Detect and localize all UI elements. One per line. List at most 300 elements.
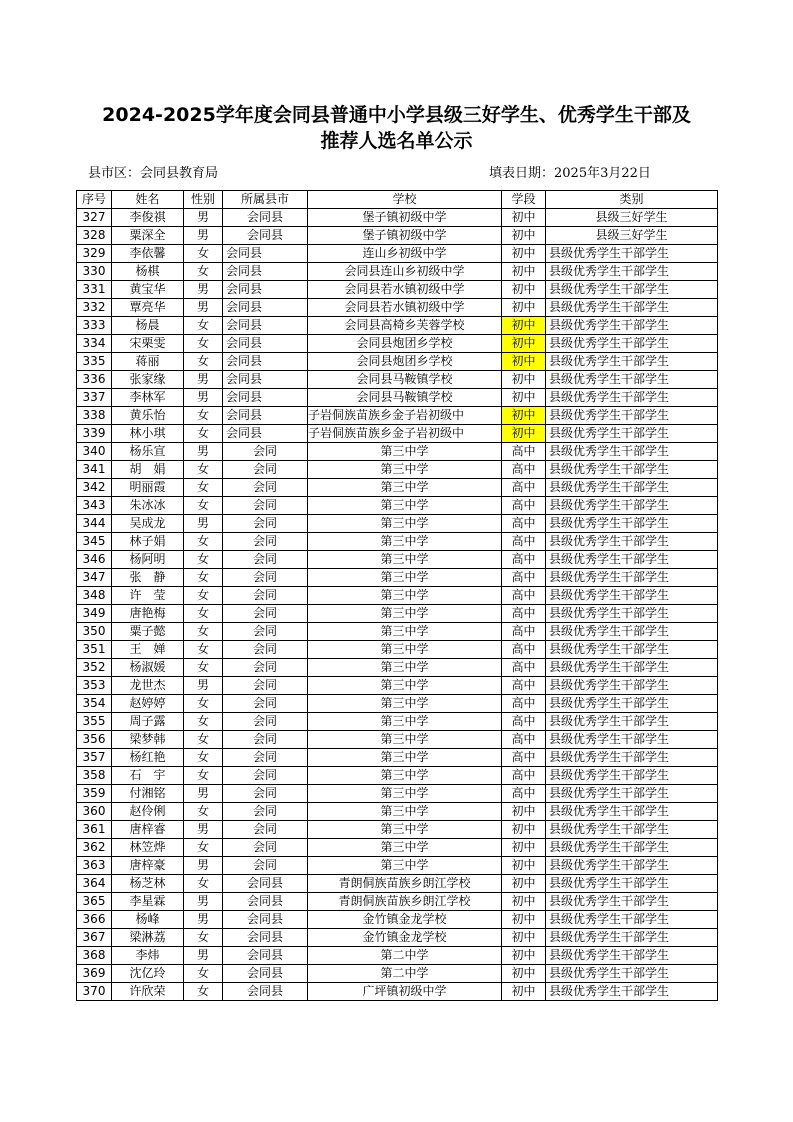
row-county: 会同	[223, 749, 308, 767]
row-school: 子岩侗族苗族乡金子岩初级中	[308, 407, 502, 425]
row-no: 367	[77, 929, 112, 947]
row-no: 362	[77, 839, 112, 857]
row-name: 林笠烨	[112, 839, 184, 857]
row-name: 许 莹	[112, 587, 184, 605]
row-stage: 高中	[502, 659, 546, 677]
row-category: 县级优秀学生干部学生	[546, 785, 718, 803]
row-gender: 女	[184, 659, 223, 677]
table-row	[77, 551, 718, 569]
table-row	[77, 479, 718, 497]
row-no: 361	[77, 821, 112, 839]
row-stage: 高中	[502, 605, 546, 623]
row-school: 青朗侗族苗族乡朗江学校	[308, 875, 502, 893]
row-county: 会同	[223, 857, 308, 875]
nominee-table	[76, 190, 718, 1001]
row-no: 355	[77, 713, 112, 731]
row-name: 覃亮华	[112, 299, 184, 317]
row-gender: 女	[184, 479, 223, 497]
row-name: 石 宇	[112, 767, 184, 785]
row-county: 会同	[223, 659, 308, 677]
row-name: 龙世杰	[112, 677, 184, 695]
row-county: 会同县	[223, 299, 308, 317]
row-stage: 初中	[502, 281, 546, 299]
table-row	[77, 839, 718, 857]
row-stage: 初中	[502, 839, 546, 857]
row-county: 会同县	[223, 335, 308, 353]
table-row	[77, 299, 718, 317]
row-school: 第三中学	[308, 821, 502, 839]
row-name: 林子娟	[112, 533, 184, 551]
row-county: 会同县	[223, 209, 308, 227]
row-school: 第三中学	[308, 785, 502, 803]
row-no: 327	[77, 209, 112, 227]
row-name: 杨棋	[112, 263, 184, 281]
row-no: 356	[77, 731, 112, 749]
row-no: 338	[77, 407, 112, 425]
row-category: 县级优秀学生干部学生	[546, 875, 718, 893]
table-row	[77, 587, 718, 605]
row-school: 会同县若水镇初级中学	[308, 281, 502, 299]
table-row	[77, 263, 718, 281]
row-no: 365	[77, 893, 112, 911]
row-category: 县级优秀学生干部学生	[546, 281, 718, 299]
header-category: 类别	[546, 191, 718, 209]
row-stage: 初中	[502, 389, 546, 407]
row-gender: 女	[184, 317, 223, 335]
row-county: 会同	[223, 695, 308, 713]
row-gender: 男	[184, 785, 223, 803]
table-row	[77, 803, 718, 821]
row-name: 胡 娟	[112, 461, 184, 479]
row-stage: 初中	[502, 407, 546, 425]
table-row	[77, 821, 718, 839]
row-school: 第三中学	[308, 515, 502, 533]
row-school: 第三中学	[308, 569, 502, 587]
row-gender: 女	[184, 461, 223, 479]
row-gender: 女	[184, 551, 223, 569]
row-category: 县级优秀学生干部学生	[546, 983, 718, 1001]
table-row	[77, 677, 718, 695]
row-county: 会同	[223, 551, 308, 569]
table-row	[77, 389, 718, 407]
row-name: 蒋丽	[112, 353, 184, 371]
row-school: 堡子镇初级中学	[308, 227, 502, 245]
row-category: 县级优秀学生干部学生	[546, 479, 718, 497]
row-gender: 女	[184, 749, 223, 767]
row-gender: 男	[184, 911, 223, 929]
row-county: 会同	[223, 443, 308, 461]
row-county: 会同	[223, 731, 308, 749]
row-stage: 高中	[502, 515, 546, 533]
row-gender: 男	[184, 299, 223, 317]
row-name: 黄宝华	[112, 281, 184, 299]
row-stage: 初中	[502, 947, 546, 965]
row-gender: 男	[184, 371, 223, 389]
row-stage: 初中	[502, 821, 546, 839]
row-gender: 男	[184, 821, 223, 839]
row-school: 第三中学	[308, 677, 502, 695]
table-row	[77, 965, 718, 983]
row-no: 363	[77, 857, 112, 875]
row-county: 会同	[223, 713, 308, 731]
row-county: 会同县	[223, 245, 308, 263]
row-stage: 初中	[502, 857, 546, 875]
row-category: 县级优秀学生干部学生	[546, 407, 718, 425]
row-name: 林小琪	[112, 425, 184, 443]
row-school: 第三中学	[308, 443, 502, 461]
row-no: 359	[77, 785, 112, 803]
row-category: 县级优秀学生干部学生	[546, 767, 718, 785]
row-category: 县级优秀学生干部学生	[546, 551, 718, 569]
row-school: 第三中学	[308, 479, 502, 497]
row-no: 336	[77, 371, 112, 389]
table-row	[77, 209, 718, 227]
row-category: 县级优秀学生干部学生	[546, 425, 718, 443]
row-school: 金竹镇金龙学校	[308, 929, 502, 947]
row-no: 368	[77, 947, 112, 965]
row-school: 第三中学	[308, 497, 502, 515]
row-name: 粟深全	[112, 227, 184, 245]
row-stage: 初中	[502, 911, 546, 929]
row-county: 会同县	[223, 911, 308, 929]
row-gender: 男	[184, 227, 223, 245]
row-stage: 高中	[502, 695, 546, 713]
row-gender: 男	[184, 389, 223, 407]
row-school: 第二中学	[308, 965, 502, 983]
row-school: 会同县炮团乡学校	[308, 353, 502, 371]
row-no: 341	[77, 461, 112, 479]
row-stage: 高中	[502, 443, 546, 461]
row-county: 会同	[223, 479, 308, 497]
row-gender: 女	[184, 425, 223, 443]
row-school: 第三中学	[308, 659, 502, 677]
row-name: 粟子懿	[112, 623, 184, 641]
row-category: 县级优秀学生干部学生	[546, 335, 718, 353]
row-gender: 男	[184, 515, 223, 533]
row-school: 第三中学	[308, 713, 502, 731]
row-category: 县级优秀学生干部学生	[546, 461, 718, 479]
row-gender: 男	[184, 677, 223, 695]
row-county: 会同县	[223, 983, 308, 1001]
row-school: 金竹镇金龙学校	[308, 911, 502, 929]
row-no: 370	[77, 983, 112, 1001]
row-category: 县级优秀学生干部学生	[546, 947, 718, 965]
row-stage: 初中	[502, 317, 546, 335]
row-gender: 男	[184, 281, 223, 299]
row-category: 县级优秀学生干部学生	[546, 569, 718, 587]
table-row	[77, 713, 718, 731]
header-county: 所属县市	[223, 191, 308, 209]
row-stage: 初中	[502, 209, 546, 227]
row-no: 339	[77, 425, 112, 443]
row-category: 县级优秀学生干部学生	[546, 857, 718, 875]
row-category: 县级优秀学生干部学生	[546, 803, 718, 821]
table-row	[77, 533, 718, 551]
row-school: 第三中学	[308, 623, 502, 641]
row-stage: 高中	[502, 533, 546, 551]
row-stage: 高中	[502, 623, 546, 641]
row-county: 会同	[223, 461, 308, 479]
row-category: 县级优秀学生干部学生	[546, 533, 718, 551]
row-category: 县级优秀学生干部学生	[546, 677, 718, 695]
row-name: 杨晨	[112, 317, 184, 335]
table-row	[77, 731, 718, 749]
row-category: 县级优秀学生干部学生	[546, 695, 718, 713]
row-category: 县级优秀学生干部学生	[546, 641, 718, 659]
row-no: 350	[77, 623, 112, 641]
row-category: 县级优秀学生干部学生	[546, 713, 718, 731]
row-stage: 初中	[502, 299, 546, 317]
row-gender: 男	[184, 443, 223, 461]
row-name: 张家缘	[112, 371, 184, 389]
row-stage: 初中	[502, 245, 546, 263]
row-no: 337	[77, 389, 112, 407]
row-county: 会同县	[223, 317, 308, 335]
row-gender: 女	[184, 587, 223, 605]
table-row	[77, 425, 718, 443]
row-stage: 初中	[502, 965, 546, 983]
row-name: 李林军	[112, 389, 184, 407]
row-name: 杨乐宣	[112, 443, 184, 461]
row-school: 连山乡初级中学	[308, 245, 502, 263]
row-no: 349	[77, 605, 112, 623]
region-label: 县市区：会同县教育局	[88, 166, 219, 181]
table-row	[77, 605, 718, 623]
table-row	[77, 623, 718, 641]
row-category: 县级优秀学生干部学生	[546, 497, 718, 515]
table-row	[77, 443, 718, 461]
row-county: 会同县	[223, 965, 308, 983]
row-school: 第二中学	[308, 947, 502, 965]
row-no: 357	[77, 749, 112, 767]
row-county: 会同	[223, 533, 308, 551]
row-county: 会同	[223, 641, 308, 659]
row-name: 梁淋荔	[112, 929, 184, 947]
row-gender: 女	[184, 767, 223, 785]
row-gender: 女	[184, 731, 223, 749]
table-row	[77, 947, 718, 965]
row-county: 会同县	[223, 353, 308, 371]
row-gender: 女	[184, 335, 223, 353]
row-name: 王 婵	[112, 641, 184, 659]
row-county: 会同县	[223, 389, 308, 407]
row-school: 会同县马鞍镇学校	[308, 371, 502, 389]
row-no: 360	[77, 803, 112, 821]
row-county: 会同	[223, 587, 308, 605]
row-county: 会同县	[223, 425, 308, 443]
row-gender: 女	[184, 839, 223, 857]
row-gender: 女	[184, 713, 223, 731]
row-gender: 男	[184, 893, 223, 911]
row-county: 会同县	[223, 875, 308, 893]
row-name: 李俊祺	[112, 209, 184, 227]
row-name: 李星霖	[112, 893, 184, 911]
table-row	[77, 497, 718, 515]
row-category: 县级优秀学生干部学生	[546, 821, 718, 839]
row-county: 会同县	[223, 281, 308, 299]
row-gender: 女	[184, 407, 223, 425]
row-school: 第三中学	[308, 857, 502, 875]
row-category: 县级优秀学生干部学生	[546, 371, 718, 389]
row-school: 第三中学	[308, 731, 502, 749]
table-row	[77, 767, 718, 785]
row-name: 李炜	[112, 947, 184, 965]
row-stage: 高中	[502, 749, 546, 767]
row-no: 340	[77, 443, 112, 461]
row-gender: 男	[184, 857, 223, 875]
row-county: 会同	[223, 677, 308, 695]
row-no: 345	[77, 533, 112, 551]
row-gender: 女	[184, 695, 223, 713]
row-name: 朱冰冰	[112, 497, 184, 515]
row-county: 会同	[223, 515, 308, 533]
row-name: 杨峰	[112, 911, 184, 929]
row-county: 会同	[223, 605, 308, 623]
row-stage: 初中	[502, 929, 546, 947]
row-name: 沈亿玲	[112, 965, 184, 983]
table-row	[77, 461, 718, 479]
table-row	[77, 407, 718, 425]
row-school: 第三中学	[308, 767, 502, 785]
row-category: 县级优秀学生干部学生	[546, 353, 718, 371]
row-gender: 女	[184, 533, 223, 551]
row-category: 县级优秀学生干部学生	[546, 299, 718, 317]
header-school: 学校	[308, 191, 502, 209]
row-gender: 女	[184, 641, 223, 659]
row-county: 会同	[223, 623, 308, 641]
date-label: 填表日期：2025年3月22日	[489, 166, 651, 181]
row-category: 县级优秀学生干部学生	[546, 893, 718, 911]
table-row	[77, 371, 718, 389]
row-school: 第三中学	[308, 749, 502, 767]
row-no: 348	[77, 587, 112, 605]
row-no: 354	[77, 695, 112, 713]
table-row	[77, 749, 718, 767]
row-gender: 女	[184, 875, 223, 893]
row-school: 第三中学	[308, 587, 502, 605]
row-name: 明丽霞	[112, 479, 184, 497]
row-stage: 初中	[502, 353, 546, 371]
row-name: 周子露	[112, 713, 184, 731]
row-school: 会同县马鞍镇学校	[308, 389, 502, 407]
row-no: 330	[77, 263, 112, 281]
row-county: 会同	[223, 839, 308, 857]
row-school: 第三中学	[308, 533, 502, 551]
row-stage: 高中	[502, 479, 546, 497]
row-name: 赵伶俐	[112, 803, 184, 821]
row-gender: 女	[184, 803, 223, 821]
row-stage: 高中	[502, 641, 546, 659]
row-school: 第三中学	[308, 641, 502, 659]
table-row	[77, 515, 718, 533]
row-county: 会同县	[223, 407, 308, 425]
row-no: 346	[77, 551, 112, 569]
row-stage: 高中	[502, 767, 546, 785]
row-category: 县级优秀学生干部学生	[546, 443, 718, 461]
table-row	[77, 857, 718, 875]
row-stage: 高中	[502, 731, 546, 749]
table-row	[77, 245, 718, 263]
row-category: 县级优秀学生干部学生	[546, 623, 718, 641]
table-row	[77, 641, 718, 659]
row-no: 329	[77, 245, 112, 263]
row-school: 堡子镇初级中学	[308, 209, 502, 227]
row-category: 县级三好学生	[546, 209, 718, 227]
row-stage: 初中	[502, 983, 546, 1001]
header-gender: 性别	[184, 191, 223, 209]
row-no: 342	[77, 479, 112, 497]
row-category: 县级优秀学生干部学生	[546, 911, 718, 929]
table-row	[77, 875, 718, 893]
row-stage: 初中	[502, 227, 546, 245]
row-gender: 女	[184, 245, 223, 263]
row-stage: 高中	[502, 497, 546, 515]
row-gender: 女	[184, 965, 223, 983]
row-stage: 高中	[502, 569, 546, 587]
row-no: 331	[77, 281, 112, 299]
row-stage: 初中	[502, 335, 546, 353]
table-row	[77, 569, 718, 587]
row-name: 唐梓豪	[112, 857, 184, 875]
header-name: 姓名	[112, 191, 184, 209]
row-stage: 高中	[502, 551, 546, 569]
row-category: 县级三好学生	[546, 227, 718, 245]
row-category: 县级优秀学生干部学生	[546, 389, 718, 407]
row-category: 县级优秀学生干部学生	[546, 245, 718, 263]
row-county: 会同	[223, 785, 308, 803]
row-name: 李依馨	[112, 245, 184, 263]
row-no: 353	[77, 677, 112, 695]
row-category: 县级优秀学生干部学生	[546, 263, 718, 281]
row-county: 会同	[223, 767, 308, 785]
row-stage: 高中	[502, 713, 546, 731]
row-name: 吴成龙	[112, 515, 184, 533]
row-school: 会同县高椅乡芙蓉学校	[308, 317, 502, 335]
row-name: 许欣荣	[112, 983, 184, 1001]
row-name: 杨红艳	[112, 749, 184, 767]
row-category: 县级优秀学生干部学生	[546, 731, 718, 749]
row-stage: 初中	[502, 875, 546, 893]
row-name: 黄乐怡	[112, 407, 184, 425]
row-no: 335	[77, 353, 112, 371]
row-no: 358	[77, 767, 112, 785]
table-row	[77, 227, 718, 245]
row-school: 第三中学	[308, 461, 502, 479]
row-name: 张 静	[112, 569, 184, 587]
row-no: 328	[77, 227, 112, 245]
table-row	[77, 317, 718, 335]
row-no: 364	[77, 875, 112, 893]
row-county: 会同县	[223, 929, 308, 947]
table-row	[77, 929, 718, 947]
row-category: 县级优秀学生干部学生	[546, 839, 718, 857]
row-school: 第三中学	[308, 551, 502, 569]
row-stage: 初中	[502, 425, 546, 443]
row-county: 会同县	[223, 371, 308, 389]
row-school: 会同县连山乡初级中学	[308, 263, 502, 281]
row-school: 广坪镇初级中学	[308, 983, 502, 1001]
row-county: 会同	[223, 497, 308, 515]
row-county: 会同县	[223, 893, 308, 911]
header-stage: 学段	[502, 191, 546, 209]
row-no: 366	[77, 911, 112, 929]
row-gender: 女	[184, 605, 223, 623]
row-gender: 女	[184, 497, 223, 515]
table-header-row	[77, 191, 718, 209]
row-stage: 高中	[502, 461, 546, 479]
row-name: 杨淑媛	[112, 659, 184, 677]
row-school: 第三中学	[308, 605, 502, 623]
